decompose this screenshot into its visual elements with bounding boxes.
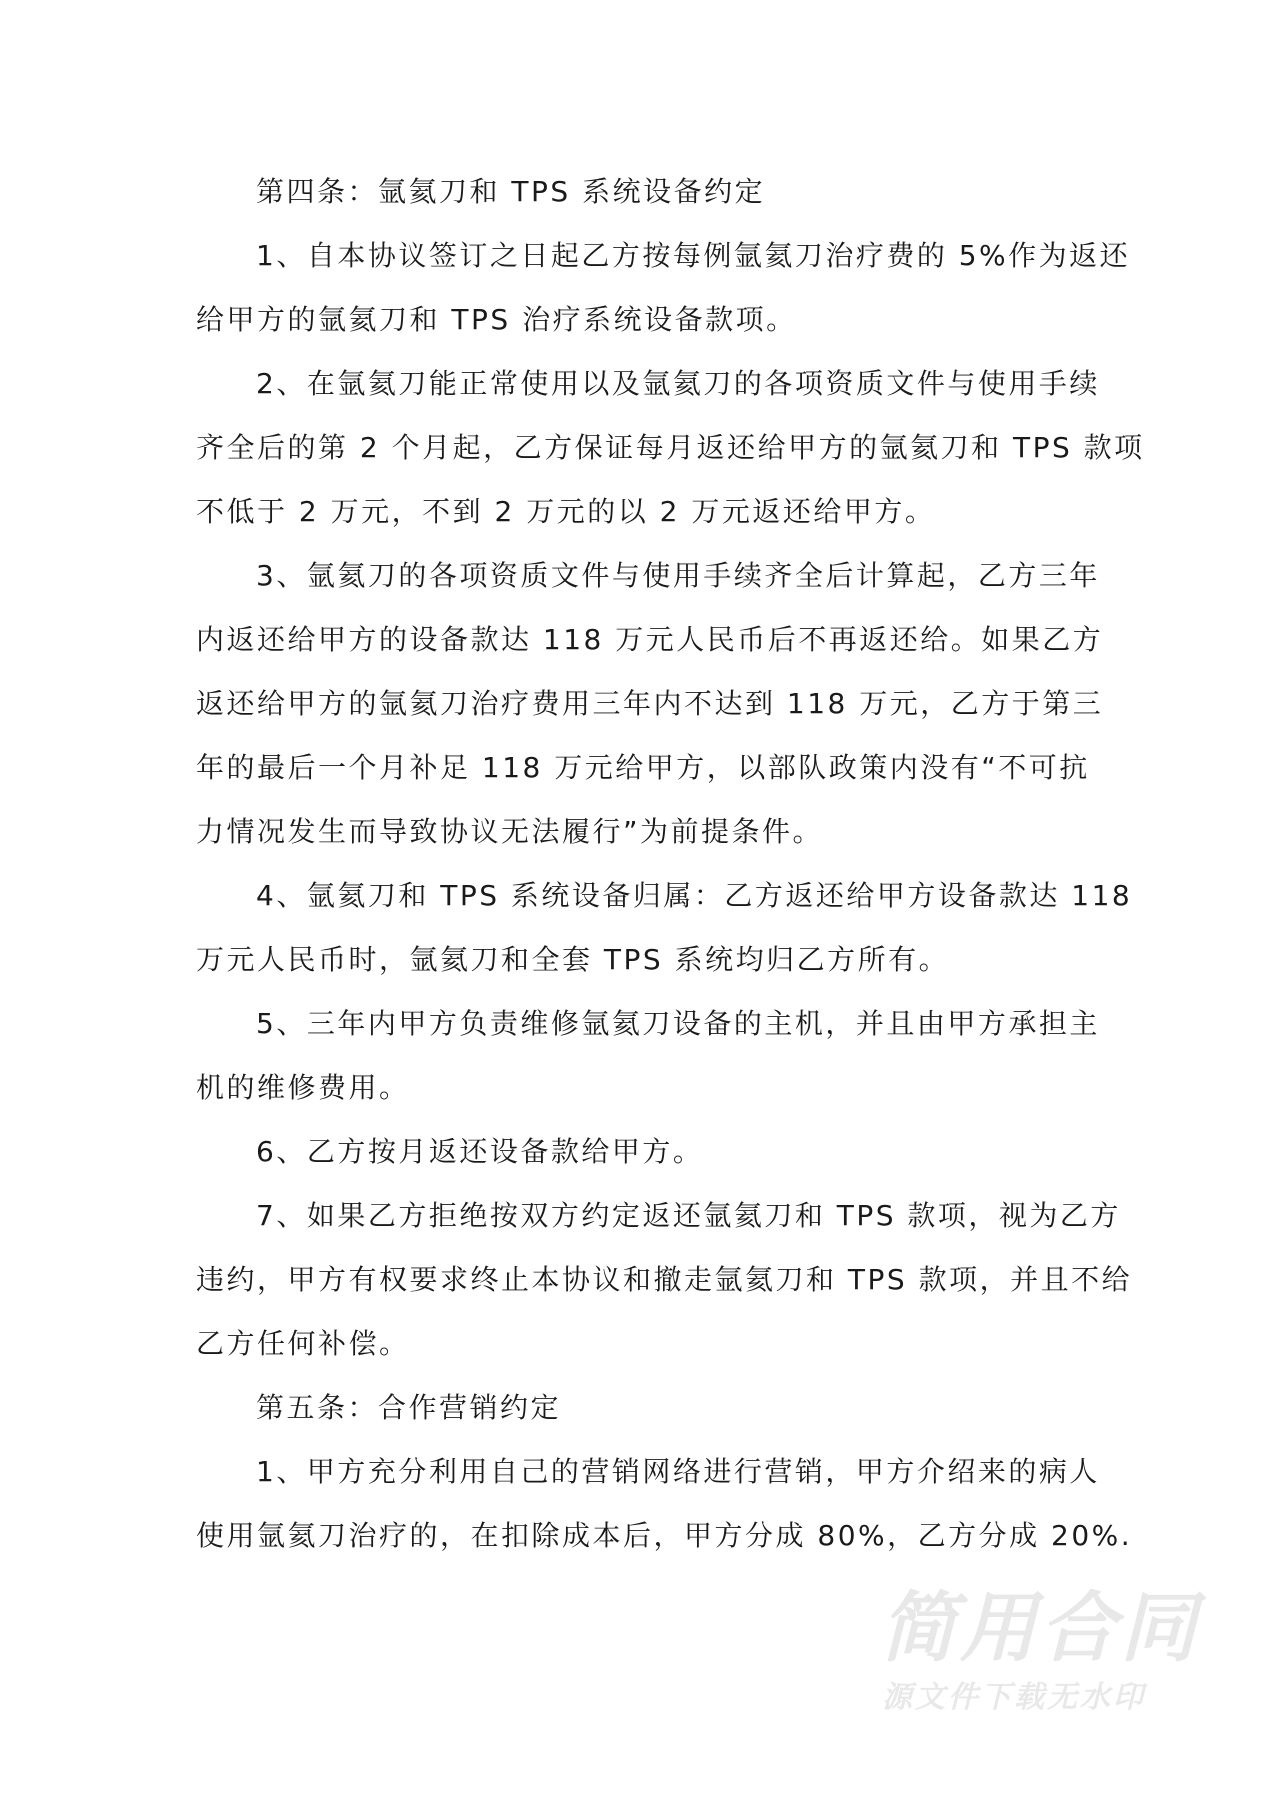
text-line: 不低于 2 万元，不到 2 万元的以 2 万元返还给甲方。 <box>196 495 936 528</box>
text-line: 1、自本协议签订之日起乙方按每例氩氦刀治疗费的 5%作为返还 <box>256 239 1131 272</box>
article-4-item-6 <box>196 1120 1086 1184</box>
text-line: 给甲方的氩氦刀和 TPS 治疗系统设备款项。 <box>196 303 797 336</box>
document-page <box>196 160 1145 1568</box>
article-4-title <box>196 160 1086 224</box>
watermark-tagline: 源文件下载无水印 <box>882 1680 1146 1715</box>
text-line: 万元人民币时，氩氦刀和全套 TPS 系统均归乙方所有。 <box>196 943 950 976</box>
text-line: 2、在氩氦刀能正常使用以及氩氦刀的各项资质文件与使用手续 <box>256 367 1100 400</box>
article-4-item-1 <box>196 224 1131 352</box>
article-4-item-3 <box>196 544 1104 864</box>
article-5-item-1 <box>196 1440 1133 1568</box>
article-4-item-5 <box>196 992 1100 1120</box>
article-4-item-4 <box>196 864 1133 992</box>
text-line: 力情况发生而导致协议无法履行”为前提条件。 <box>196 815 824 848</box>
text-line: 齐全后的第 2 个月起，乙方保证每月返还给甲方的氩氦刀和 TPS 款项 <box>196 431 1145 464</box>
text-line: 内返还给甲方的设备款达 118 万元人民币后不再返还给。如果乙方 <box>196 623 1104 656</box>
text-line: 4、氩氦刀和 TPS 系统设备归属：乙方返还给甲方设备款达 118 <box>256 879 1133 912</box>
text-line: 机的维修费用。 <box>196 1071 410 1104</box>
text-line: 1、甲方充分利用自己的营销网络进行营销，甲方介绍来的病人 <box>256 1455 1100 1488</box>
text-line: 年的最后一个月补足 118 万元给甲方，以部队政策内没有“不可抗 <box>196 751 1090 784</box>
article-4-item-2 <box>196 352 1145 544</box>
text-line: 7、如果乙方拒绝按双方约定返还氩氦刀和 TPS 款项，视为乙方 <box>256 1199 1121 1232</box>
text-line: 使用氩氦刀治疗的，在扣除成本后，甲方分成 80%，乙方分成 20%. <box>196 1519 1133 1552</box>
text-line: 违约，甲方有权要求终止本协议和撤走氩氦刀和 TPS 款项，并且不给 <box>196 1263 1133 1296</box>
text-line: 返还给甲方的氩氦刀治疗费用三年内不达到 118 万元，乙方于第三 <box>196 687 1104 720</box>
text-line: 3、氩氦刀的各项资质文件与使用手续齐全后计算起，乙方三年 <box>256 559 1100 592</box>
heading-line: 第四条：氩氦刀和 TPS 系统设备约定 <box>256 175 766 208</box>
text-line: 乙方任何补偿。 <box>196 1327 410 1360</box>
article-4-item-7 <box>196 1184 1133 1376</box>
watermark-brand: 简用合同 <box>880 1583 1200 1672</box>
text-line: 5、三年内甲方负责维修氩氦刀设备的主机，并且由甲方承担主 <box>256 1007 1100 1040</box>
heading-line: 第五条：合作营销约定 <box>256 1391 562 1424</box>
article-5-title <box>196 1376 1086 1440</box>
text-line: 6、乙方按月返还设备款给甲方。 <box>256 1135 704 1168</box>
